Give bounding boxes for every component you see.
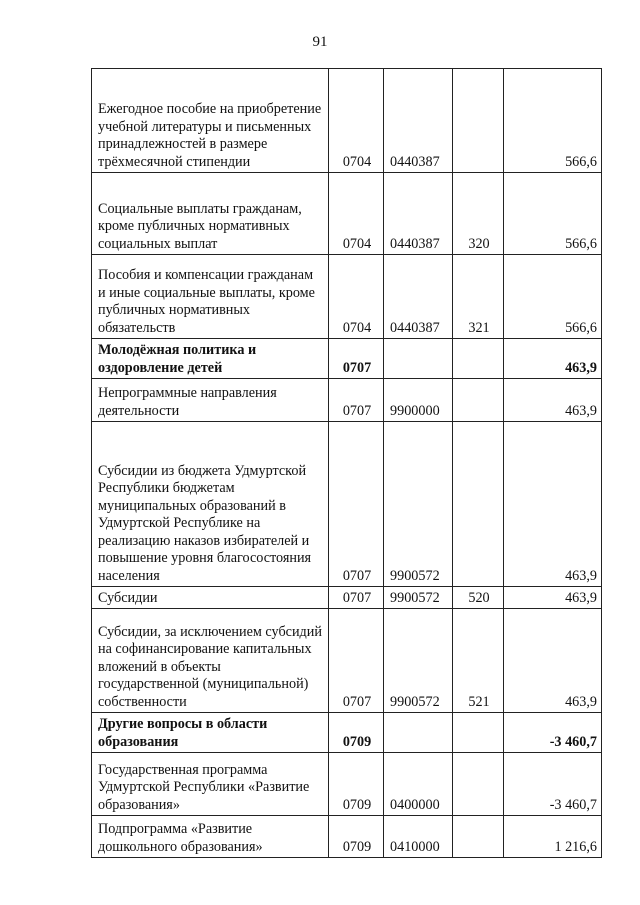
row-section-cell: 0707	[329, 379, 384, 422]
row-target-code-cell: 9900572	[384, 609, 453, 713]
row-expense-type-cell	[453, 422, 504, 587]
row-sum-cell: 463,9	[504, 422, 602, 587]
row-section-cell: 0704	[329, 255, 384, 339]
row-expense-type-cell	[453, 753, 504, 816]
row-name-cell: Молодёжная политика и оздоровление детей	[92, 339, 329, 379]
row-sum-cell: 463,9	[504, 339, 602, 379]
row-name-cell: Пособия и компенсации гражданам и иные социальные выплаты, кроме публичных нормативных обязательств	[92, 255, 329, 339]
row-section-cell: 0707	[329, 587, 384, 609]
page-number: 91	[312, 34, 328, 50]
row-name-cell: Ежегодное пособие на приобретение учебной литературы и письменных принадлежностей в размере трёхмесячной стипендии	[92, 69, 329, 173]
budget-table	[91, 68, 602, 858]
row-name-cell: Субсидии	[92, 587, 329, 609]
row-sum-cell: 463,9	[504, 587, 602, 609]
row-sum-cell: 463,9	[504, 609, 602, 713]
row-name-cell: Подпрограмма «Развитие дошкольного образования»	[92, 816, 329, 858]
row-sum-cell: -3 460,7	[504, 753, 602, 816]
table-row	[92, 255, 602, 339]
row-expense-type-cell: 521	[453, 609, 504, 713]
row-expense-type-cell	[453, 69, 504, 173]
row-target-code-cell: 0440387	[384, 255, 453, 339]
row-name-cell: Субсидии из бюджета Удмуртской Республики бюджетам муниципальных образований в Удмуртской Республике на реализацию наказов избирателей и повышение уровня благосостояния населения	[92, 422, 329, 587]
table-row	[92, 753, 602, 816]
row-section-cell: 0707	[329, 422, 384, 587]
row-target-code-cell: 9900572	[384, 587, 453, 609]
table-row	[92, 422, 602, 587]
row-target-code-cell: 0410000	[384, 816, 453, 858]
row-section-cell: 0704	[329, 173, 384, 255]
row-sum-cell: 1 216,6	[504, 816, 602, 858]
row-target-code-cell: 0400000	[384, 753, 453, 816]
table-row-section-header	[92, 713, 602, 753]
row-section-cell: 0709	[329, 713, 384, 753]
row-expense-type-cell	[453, 816, 504, 858]
row-name-cell: Социальные выплаты гражданам, кроме публичных нормативных социальных выплат	[92, 173, 329, 255]
row-name-cell: Субсидии, за исключением субсидий на софинансирование капитальных вложений в объекты государственной (муниципальной) собственности	[92, 609, 329, 713]
row-expense-type-cell	[453, 339, 504, 379]
row-section-cell: 0707	[329, 339, 384, 379]
row-target-code-cell: 0440387	[384, 69, 453, 173]
row-expense-type-cell	[453, 713, 504, 753]
row-sum-cell: 566,6	[504, 255, 602, 339]
row-expense-type-cell: 520	[453, 587, 504, 609]
table-row-section-header	[92, 339, 602, 379]
table-row	[92, 379, 602, 422]
table-row	[92, 587, 602, 609]
row-sum-cell: -3 460,7	[504, 713, 602, 753]
row-target-code-cell: 9900572	[384, 422, 453, 587]
row-sum-cell: 566,6	[504, 69, 602, 173]
row-section-cell: 0709	[329, 753, 384, 816]
row-sum-cell: 566,6	[504, 173, 602, 255]
row-sum-cell: 463,9	[504, 379, 602, 422]
row-section-cell: 0707	[329, 609, 384, 713]
row-section-cell: 0709	[329, 816, 384, 858]
table-row	[92, 609, 602, 713]
row-name-cell: Государственная программа Удмуртской Республики «Развитие образования»	[92, 753, 329, 816]
table-row	[92, 816, 602, 858]
table-row	[92, 69, 602, 173]
row-expense-type-cell: 321	[453, 255, 504, 339]
row-target-code-cell	[384, 713, 453, 753]
row-name-cell: Непрограммные направления деятельности	[92, 379, 329, 422]
table-row	[92, 173, 602, 255]
row-expense-type-cell	[453, 379, 504, 422]
row-expense-type-cell: 320	[453, 173, 504, 255]
row-name-cell: Другие вопросы в области образования	[92, 713, 329, 753]
row-target-code-cell: 9900000	[384, 379, 453, 422]
row-section-cell: 0704	[329, 69, 384, 173]
row-target-code-cell	[384, 339, 453, 379]
row-target-code-cell: 0440387	[384, 173, 453, 255]
